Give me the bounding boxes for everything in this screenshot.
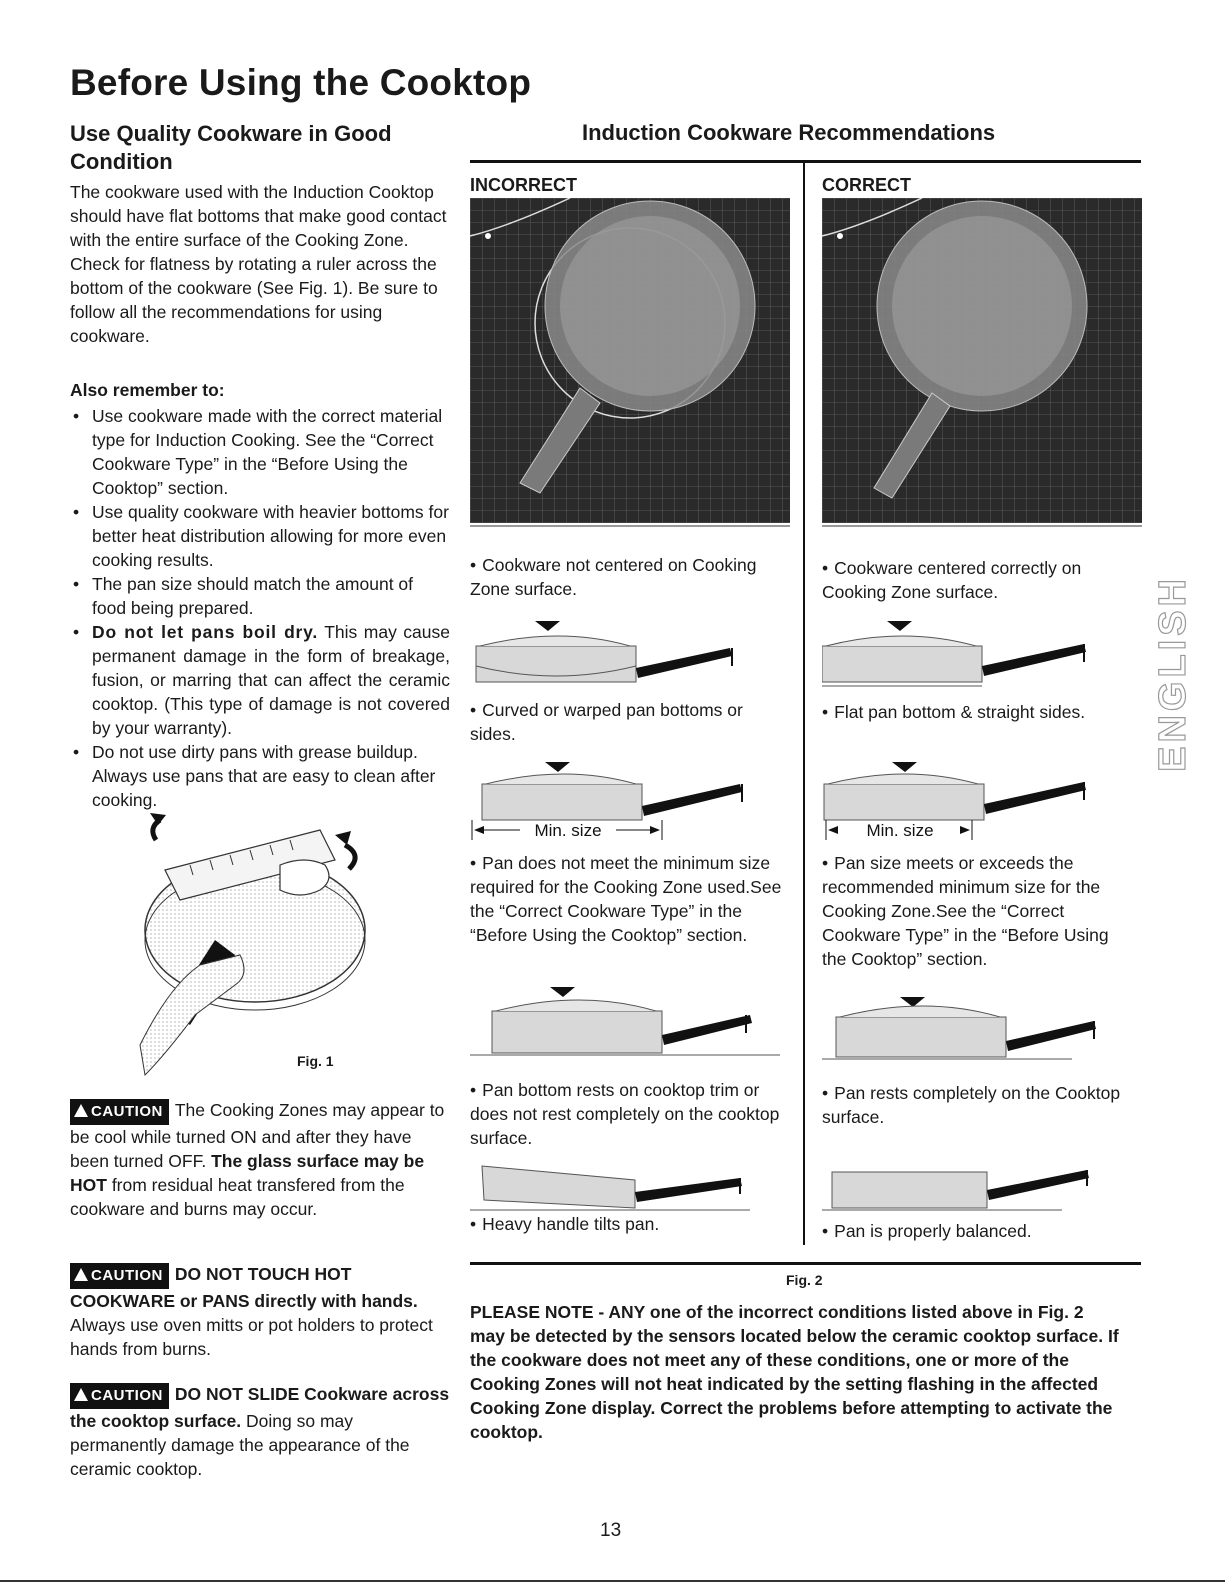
correct-caption-4: • Pan rests completely on the Cooktop surface.	[822, 1083, 1121, 1127]
rotate-arrow-right-icon	[335, 831, 355, 869]
rotate-arrow-left-icon	[150, 813, 166, 840]
caption-text: Flat pan bottom & straight sides.	[834, 702, 1086, 722]
caption-text: Pan size meets or exceeds the recommended minimum size for the Cooking Zone.See the “Correct Cookware Type” in the “Before Using the Cooktop” section.	[822, 853, 1109, 969]
intro-paragraph: The cookware used with the Induction Cooktop should have flat bottoms that make good contact with the entire surface of the Cooking Zone. Check for flatness by rotating a ruler across the bottom of the cookware (See Fig. 1). Be sure to follow all the recommendations for using cookware.	[70, 182, 447, 346]
incorrect-caption-4: • Pan bottom rests on cooktop trim or does not rest completely on the cooktop surface.	[470, 1080, 780, 1148]
caution-hot-cookware	[70, 1262, 450, 1361]
page-title: Before Using the Cooktop	[70, 62, 532, 103]
correct-caption-3: • Pan size meets or exceeds the recommended minimum size for the Cooking Zone.See the “Correct Cookware Type” in the “Before Using the Cooktop” section.	[822, 853, 1109, 969]
caption-text: Pan does not meet the minimum size required for the Cooking Zone used.See the “Correct Cookware Type” in the “Before Using the Cooktop” section.	[470, 853, 782, 945]
caution-badge	[70, 1099, 169, 1125]
caution1-text-end: from residual heat transfered from the cookware and burns may occur.	[70, 1175, 405, 1219]
tilted-pan-illustration	[470, 1160, 790, 1215]
list-item: • Do not use dirty pans with grease buildup. Always use pans that are easy to clean after cooking.	[70, 740, 450, 812]
fig2-label: Fig. 2	[786, 1272, 823, 1288]
please-note-paragraph: PLEASE NOTE - ANY one of the incorrect conditions listed above in Fig. 2 may be detected by the sensors located below the ceramic cooktop surface. If the cookware does not meet any of these conditions, one or more of the Cooking Zones will not heat indicated by the setting flashing in the affected Cooking Zone display. Correct the problems before attempting to activate the cooktop.	[470, 1302, 1119, 1442]
incorrect-caption-5: • Heavy handle tilts pan.	[470, 1214, 660, 1234]
min-size-label: Min. size	[534, 821, 602, 840]
caption-text: Curved or warped pan bottoms or sides.	[470, 700, 743, 744]
trim-pan-illustration	[470, 985, 790, 1060]
list-item: • Use cookware made with the correct material type for Induction Cooking. See the “Correct Cookware Type” in the “Before Using the Cooktop” section.	[70, 404, 450, 500]
caution2-bold: DO NOT TOUCH HOT COOKWARE or PANS directly with hands.	[70, 1264, 418, 1311]
left-heading: Use Quality Cookware in Good Condition	[70, 121, 392, 174]
caption-text: Heavy handle tilts pan.	[482, 1214, 660, 1234]
caption-text: Pan is properly balanced.	[834, 1221, 1032, 1241]
sized-pan-illustration	[822, 762, 1142, 847]
incorrect-heading: INCORRECT	[470, 175, 577, 195]
rests-pan-illustration	[822, 995, 1142, 1065]
warning-triangle-icon	[74, 1104, 88, 1117]
caution-no-slide	[70, 1382, 450, 1481]
language-side-tab: ENGLISH	[1152, 575, 1194, 772]
boil-dry-text: This may cause permanent damage in the form of breakage, fusion, or marring that can affect the ceramic cooktop. (This type of damage is not covered by your warranty).	[92, 622, 451, 738]
warped-pan-illustration	[470, 616, 790, 691]
correct-cooktop-image	[822, 198, 1142, 528]
balanced-pan-illustration	[822, 1160, 1142, 1215]
caption-text: Cookware centered correctly on Cooking Zone surface.	[822, 558, 1082, 602]
incorrect-caption-3: • Pan does not meet the minimum size required for the Cooking Zone used.See the “Correct Cookware Type” in the “Before Using the Cooktop” section.	[470, 853, 782, 945]
incorrect-caption-1: • Cookware not centered on Cooking Zone surface.	[470, 555, 757, 599]
caution-label: CAUTION	[91, 1267, 163, 1284]
remember-heading: Also remember to:	[70, 380, 225, 400]
page-bottom-rule	[0, 1580, 1225, 1582]
fig2-top-rule	[470, 160, 1141, 163]
warning-triangle-icon	[74, 1268, 88, 1281]
correct-heading: CORRECT	[822, 175, 911, 195]
fig1-illustration	[130, 805, 380, 1085]
correct-caption-5: • Pan is properly balanced.	[822, 1221, 1032, 1241]
caption-text: Cookware not centered on Cooking Zone surface.	[470, 555, 757, 599]
caution-badge	[70, 1383, 169, 1409]
caution3-text: Doing so may permanently damage the appearance of the ceramic cooktop.	[70, 1411, 410, 1479]
incorrect-cooktop-image	[470, 198, 790, 528]
caution2-text: Always use oven mitts or pot holders to protect hands from burns.	[70, 1315, 433, 1359]
caution1-bold: The glass surface may be HOT	[70, 1151, 425, 1195]
warning-triangle-icon	[74, 1388, 88, 1401]
caption-text: Pan rests completely on the Cooktop surface.	[822, 1083, 1121, 1127]
caution-label: CAUTION	[91, 1387, 163, 1404]
boil-dry-bold: Do not let pans boil dry.	[92, 622, 319, 642]
column-divider	[803, 163, 805, 1245]
correct-caption-2: • Flat pan bottom & straight sides.	[822, 702, 1086, 722]
caution-hot-surface	[70, 1098, 450, 1221]
fig1-label: Fig. 1	[297, 1053, 334, 1069]
caution3-bold: DO NOT SLIDE Cookware across the cooktop surface.	[70, 1384, 450, 1431]
caption-text: Pan bottom rests on cooktop trim or does not rest completely on the cooktop surface.	[470, 1080, 780, 1148]
page-number: 13	[600, 1520, 622, 1541]
incorrect-caption-2: • Curved or warped pan bottoms or sides.	[470, 700, 743, 744]
list-item	[70, 620, 450, 740]
fig2-bottom-rule	[470, 1262, 1141, 1265]
small-pan-illustration	[470, 762, 790, 847]
caution-badge	[70, 1263, 169, 1289]
flat-pan-illustration	[822, 616, 1142, 691]
caution-label: CAUTION	[91, 1103, 163, 1120]
list-item: • The pan size should match the amount of food being prepared.	[70, 572, 450, 620]
remember-list	[70, 404, 450, 812]
correct-caption-1: • Cookware centered correctly on Cooking Zone surface.	[822, 558, 1082, 602]
list-item: • Use quality cookware with heavier bottoms for better heat distribution allowing for more even cooking results.	[70, 500, 450, 572]
min-size-label: Min. size	[866, 821, 934, 840]
caution1-text: The Cooking Zones may appear to be cool while turned ON and after they have been turned OFF.	[70, 1100, 445, 1171]
right-heading: Induction Cookware Recommendations	[582, 120, 996, 145]
